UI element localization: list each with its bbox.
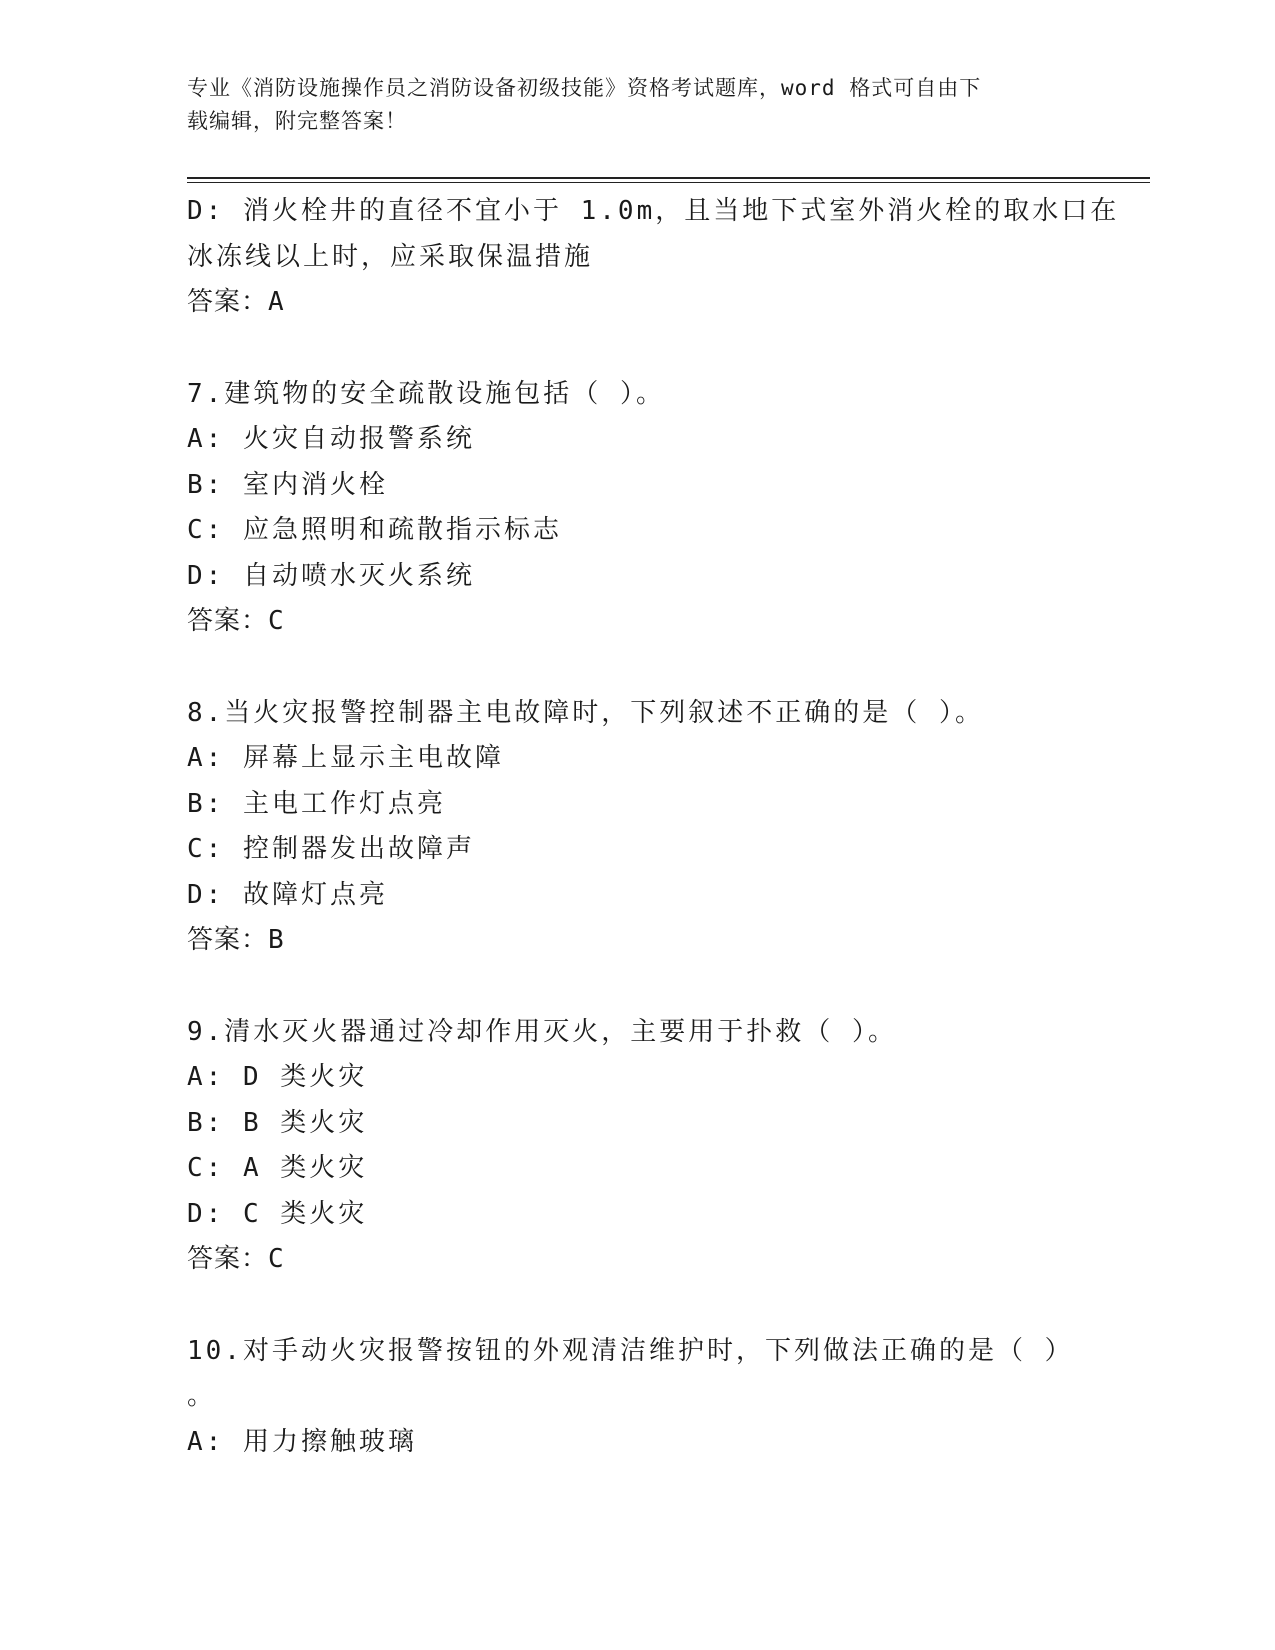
option-a: A: 用力擦触玻璃 — [187, 1426, 417, 1457]
option-d: D: 自动喷水灭火系统 — [187, 560, 475, 591]
option-d-line-1: D: 消火栓井的直径不宜小于 1.0m，且当地下式室外消火栓的取水口在 — [187, 196, 1120, 226]
question-9 — [187, 1010, 1087, 1283]
option-b: B: 主电工作灯点亮 — [187, 788, 446, 819]
header-divider-thin — [187, 182, 1150, 183]
question-10 — [187, 1329, 1087, 1466]
option-b: B: B 类火灾 — [187, 1107, 368, 1138]
option-a: A: 屏幕上显示主电故障 — [187, 743, 504, 773]
question-text: 7.建筑物的安全疏散设施包括（ ）。 — [187, 378, 665, 409]
answer: 答案：C — [187, 606, 285, 636]
question-7 — [187, 372, 1087, 645]
question-6-tail — [187, 189, 1120, 326]
question-text: 9.清水灭火器通过冷却作用灭火，主要用于扑救（ ）。 — [187, 1016, 897, 1047]
document-header — [187, 72, 1067, 138]
option-a: A: 火灾自动报警系统 — [187, 424, 475, 454]
option-a: A: D 类火灾 — [187, 1062, 368, 1092]
header-line-1: 专业《消防设施操作员之消防设备初级技能》资格考试题库，word 格式可自由下 — [187, 76, 982, 100]
option-c: C: A 类火灾 — [187, 1153, 368, 1183]
answer: 答案：C — [187, 1244, 285, 1274]
question-8 — [187, 691, 1087, 964]
header-line-2: 载编辑，附完整答案！ — [187, 109, 407, 133]
option-c: C: 应急照明和疏散指示标志 — [187, 515, 562, 545]
option-c: C: 控制器发出故障声 — [187, 834, 475, 864]
option-d: D: 故障灯点亮 — [187, 879, 388, 910]
option-d-line-2: 冰冻线以上时，应采取保温措施 — [187, 241, 594, 272]
question-text: 8.当火灾报警控制器主电故障时，下列叙述不正确的是（ ）。 — [187, 697, 984, 728]
answer: 答案：B — [187, 925, 285, 955]
option-d: D: C 类火灾 — [187, 1198, 368, 1229]
option-b: B: 室内消火栓 — [187, 469, 388, 500]
question-list — [187, 189, 1120, 1465]
question-text-line-1: 10.对手动火灾报警按钮的外观清洁维护时，下列做法正确的是（ ） — [187, 1335, 1074, 1366]
answer: 答案：A — [187, 287, 285, 317]
question-text-line-2: 。 — [187, 1381, 217, 1411]
header-divider-thick — [187, 177, 1150, 179]
